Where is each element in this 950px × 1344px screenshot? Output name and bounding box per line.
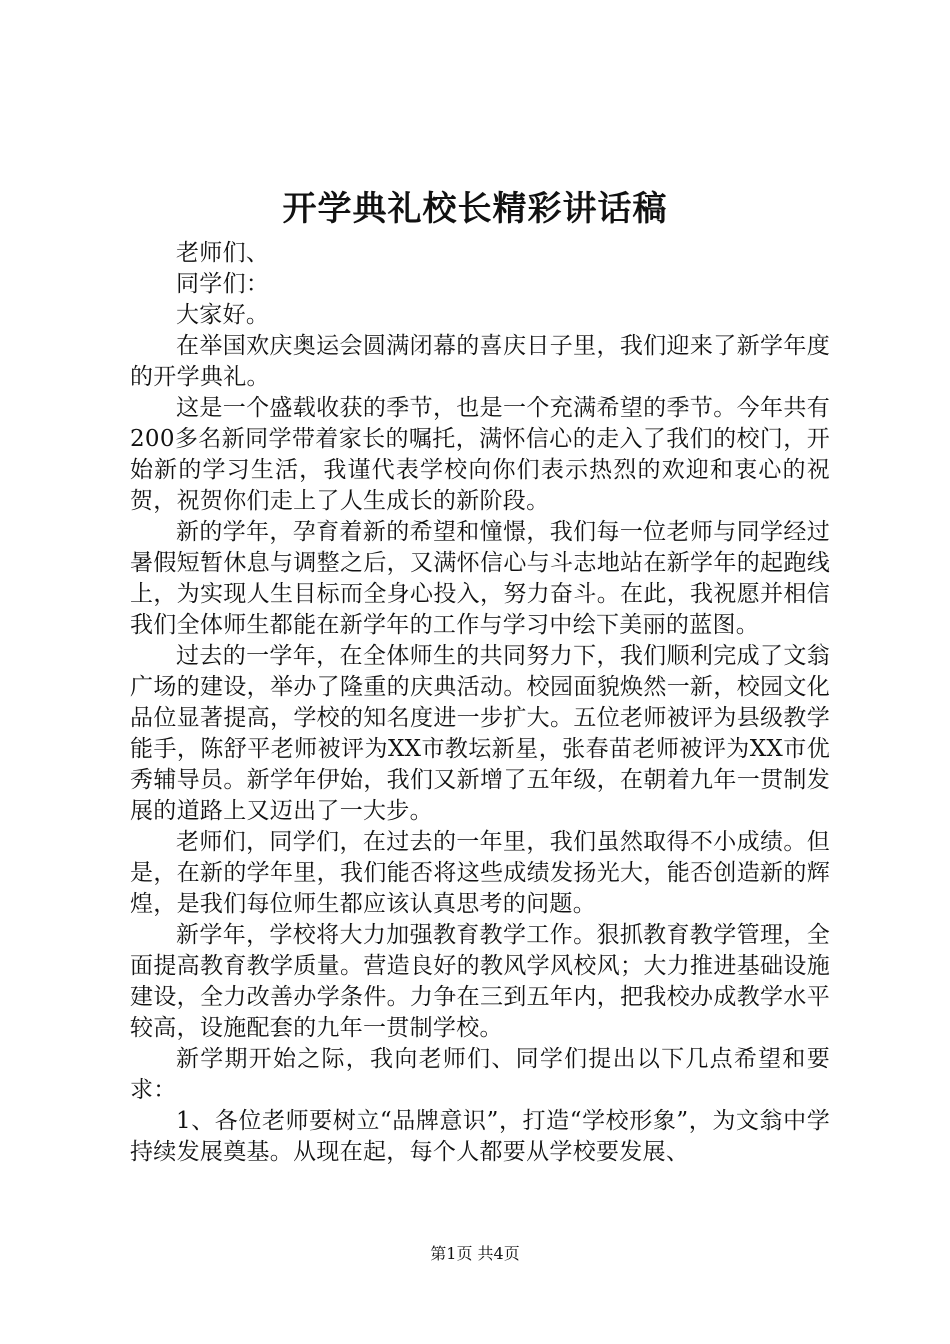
paragraph: 老师们，同学们，在过去的一年里，我们虽然取得不小成绩。但是，在新的学年里，我们能否将这些成绩发扬光大，能否创造新的辉煌，是我们每位师生都应该认真思考的问题。 — [130, 829, 830, 917]
paragraph: 在举国欢庆奥运会圆满闭幕的喜庆日子里，我们迎来了新学年度的开学典礼。 — [130, 333, 830, 390]
greeting: 大家好。 — [176, 302, 270, 328]
paragraph: 过去的一学年，在全体师生的共同努力下，我们顺利完成了文翁广场的建设，举办了隆重的庆典活动。校园面貌焕然一新，校园文化品位显著提高，学校的知名度进一步扩大。五位老师被评为县级教学能手，陈舒平老师被评为XX市教坛新星，张春苗老师被评为XX市优秀辅导员。新学年伊始，我们又新增了五年级，在朝着九年一贯制发展的道路上又迈出了一大步。 — [130, 643, 830, 824]
paragraph: 这是一个盛载收获的季节，也是一个充满希望的季节。今年共有200多名新同学带着家长的嘱托，满怀信心的走入了我们的校门，开始新的学习生活，我谨代表学校向你们表示热烈的欢迎和衷心的祝贺，祝贺你们走上了人生成长的新阶段。 — [130, 395, 830, 514]
document-title: 开学典礼校长精彩讲话稿 — [282, 189, 668, 229]
paragraph: 新的学年，孕育着新的希望和憧憬，我们每一位老师与同学经过暑假短暂休息与调整之后，又满怀信心与斗志地站在新学年的起跑线上，为实现人生目标而全身心投入，努力奋斗。在此，我祝愿并相信我们全体师生都能在新学年的工作与学习中绘下美丽的蓝图。 — [130, 519, 830, 638]
paragraph: 1、各位老师要树立“品牌意识”，打造“学校形象”，为文翁中学持续发展奠基。从现在起，每个人都要从学校要发展、 — [130, 1108, 830, 1165]
salutation-students: 同学们： — [176, 271, 270, 297]
paragraph: 新学年，学校将大力加强教育教学工作。狠抓教育教学管理，全面提高教育教学质量。营造良好的教风学风校风；大力推进基础设施建设，全力改善办学条件。力争在三到五年内，把我校办成教学水平较高，设施配套的九年一贯制学校。 — [130, 922, 830, 1041]
document-body — [130, 238, 830, 1168]
page-footer: 第1页 共4页 — [430, 1244, 520, 1263]
paragraph: 新学期开始之际，我向老师们、同学们提出以下几点希望和要求： — [130, 1046, 830, 1103]
salutation-teachers: 老师们、 — [176, 240, 270, 266]
